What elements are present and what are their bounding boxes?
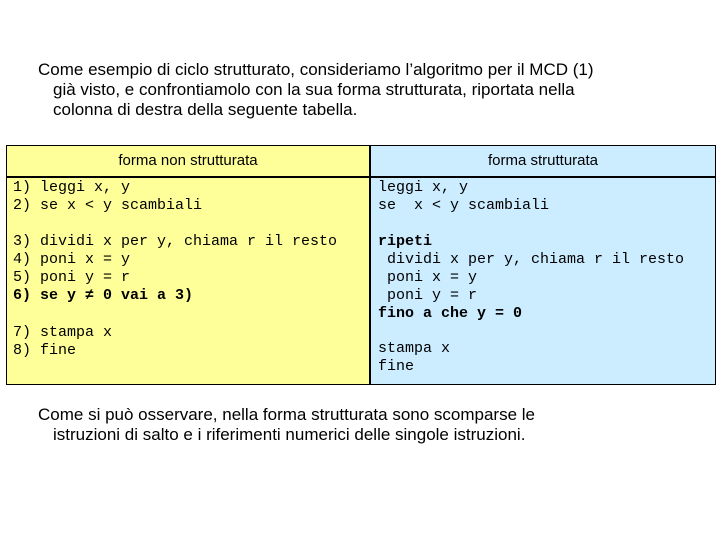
column-header-unstructured: forma non strutturata [7, 146, 369, 178]
code-line: stampa x [378, 340, 451, 357]
column-header-structured: forma strutturata [371, 146, 715, 178]
code-line: fino a che y = 0 [378, 305, 523, 322]
code-line: se x < y scambiali [378, 197, 550, 214]
code-block [13, 233, 337, 305]
code-line: 4) poni x = y [13, 251, 131, 268]
code-line: 1) leggi x, y [13, 179, 131, 196]
outro-line: istruzioni di salto e i riferimenti numerici delle singole istruzioni. [53, 425, 526, 444]
code-block [378, 179, 549, 215]
code-line: 7) stampa x [13, 324, 113, 341]
code-line: 2) se x < y scambiali [13, 197, 203, 214]
code-line: poni y = r [378, 287, 478, 304]
code-line: ripeti [378, 233, 433, 250]
intro-paragraph [38, 60, 594, 120]
outro-line: Come si può osservare, nella forma strutturata sono scomparse le [38, 405, 536, 424]
outro-paragraph [38, 405, 535, 445]
code-block [378, 340, 450, 376]
code-block [378, 233, 684, 323]
code-line: fine [378, 358, 415, 375]
code-line: poni x = y [378, 269, 478, 286]
intro-line: già visto, e confrontiamolo con la sua forma strutturata, riportata nella [53, 80, 575, 99]
code-line: 3) dividi x per y, chiama r il resto [13, 233, 338, 250]
code-block [13, 324, 112, 360]
code-line: 5) poni y = r [13, 269, 131, 286]
intro-line: Come esempio di ciclo strutturato, consideriamo l’algoritmo per il MCD (1) [38, 60, 594, 79]
intro-line: colonna di destra della seguente tabella. [53, 100, 358, 119]
code-line: 6) se y ≠ 0 vai a 3) [13, 287, 194, 304]
code-line: 8) fine [13, 342, 77, 359]
code-block [13, 179, 202, 215]
code-line: dividi x per y, chiama r il resto [378, 251, 685, 268]
code-line: leggi x, y [378, 179, 469, 196]
